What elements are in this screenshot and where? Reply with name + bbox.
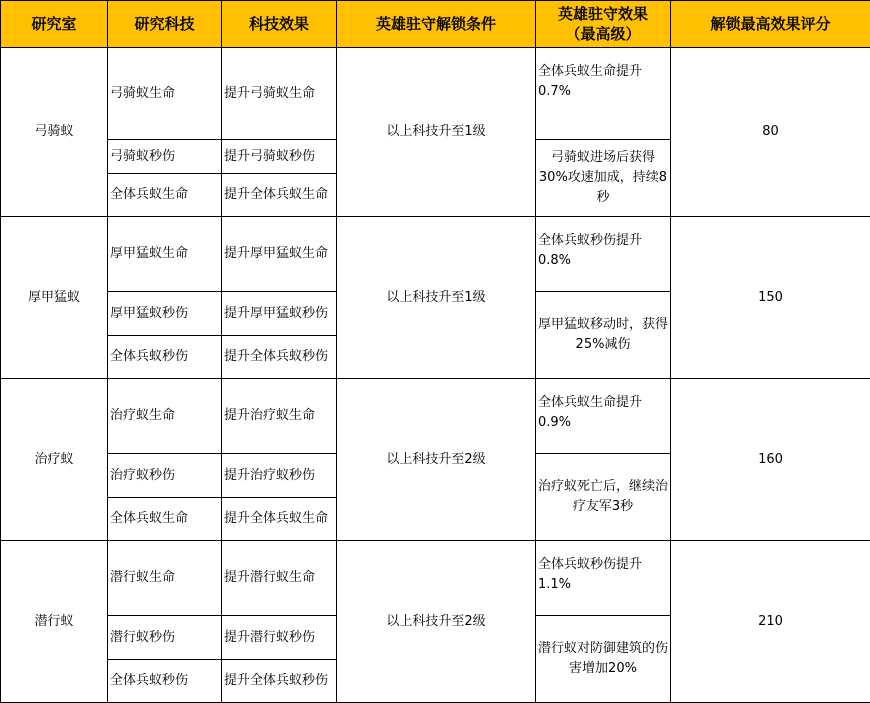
header-hero-effect-line2: （最高级） [565,25,640,43]
header-row [1,1,870,48]
effect-cell: 提升厚甲猛蚁生命 [222,217,337,292]
table-row [1,541,870,616]
table-row [1,379,870,454]
condition-cell: 以上科技升至2级 [337,379,536,541]
score-cell: 80 [671,48,870,217]
hero-buff-cell: 全体兵蚁生命提升0.7% [536,48,671,140]
effect-cell: 提升治疗蚁生命 [222,379,337,454]
effect-cell: 提升全体兵蚁生命 [222,174,337,217]
hero-buff-cell: 全体兵蚁生命提升0.9% [536,379,671,454]
table-row [1,48,870,140]
header-lab: 研究室 [1,1,108,48]
tech-cell: 全体兵蚁生命 [108,174,222,217]
score-cell: 150 [671,217,870,379]
tech-cell: 弓骑蚁生命 [108,48,222,140]
tech-cell: 全体兵蚁秒伤 [108,336,222,379]
effect-cell: 提升全体兵蚁生命 [222,498,337,541]
condition-cell: 以上科技升至1级 [337,217,536,379]
hero-skill-cell: 治疗蚁死亡后，继续治疗友军3秒 [536,454,671,541]
effect-cell: 提升潜行蚁秒伤 [222,616,337,660]
effect-cell: 提升全体兵蚁秒伤 [222,336,337,379]
condition-cell: 以上科技升至2级 [337,541,536,703]
effect-cell: 提升厚甲猛蚁秒伤 [222,292,337,336]
tech-cell: 治疗蚁生命 [108,379,222,454]
tech-cell: 潜行蚁秒伤 [108,616,222,660]
lab-cell: 厚甲猛蚁 [1,217,108,379]
tech-cell: 全体兵蚁生命 [108,498,222,541]
header-score: 解锁最高效果评分 [671,1,870,48]
header-effect: 科技效果 [222,1,337,48]
header-tech: 研究科技 [108,1,222,48]
header-hero-condition: 英雄驻守解锁条件 [337,1,536,48]
tech-cell: 厚甲猛蚁生命 [108,217,222,292]
lab-cell: 治疗蚁 [1,379,108,541]
effect-cell: 提升治疗蚁秒伤 [222,454,337,498]
effect-cell: 提升全体兵蚁秒伤 [222,660,337,703]
score-cell: 160 [671,379,870,541]
effect-cell: 提升弓骑蚁生命 [222,48,337,140]
tech-cell: 厚甲猛蚁秒伤 [108,292,222,336]
condition-cell: 以上科技升至1级 [337,48,536,217]
hero-skill-cell: 厚甲猛蚁移动时，获得25%减伤 [536,292,671,379]
lab-cell: 弓骑蚁 [1,48,108,217]
table-row [1,217,870,292]
effect-cell: 提升潜行蚁生命 [222,541,337,616]
header-hero-effect-line1: 英雄驻守效果 [558,5,648,23]
tech-cell: 弓骑蚁秒伤 [108,140,222,174]
tech-cell: 潜行蚁生命 [108,541,222,616]
effect-cell: 提升弓骑蚁秒伤 [222,140,337,174]
header-hero-effect [536,1,671,48]
lab-cell: 潜行蚁 [1,541,108,703]
hero-skill-cell: 潜行蚁对防御建筑的伤害增加20% [536,616,671,703]
tech-cell: 全体兵蚁秒伤 [108,660,222,703]
tech-cell: 治疗蚁秒伤 [108,454,222,498]
hero-buff-cell: 全体兵蚁秒伤提升1.1% [536,541,671,616]
hero-buff-cell: 全体兵蚁秒伤提升0.8% [536,217,671,292]
hero-skill-cell: 弓骑蚁进场后获得30%攻速加成，持续8秒 [536,140,671,217]
score-cell: 210 [671,541,870,703]
